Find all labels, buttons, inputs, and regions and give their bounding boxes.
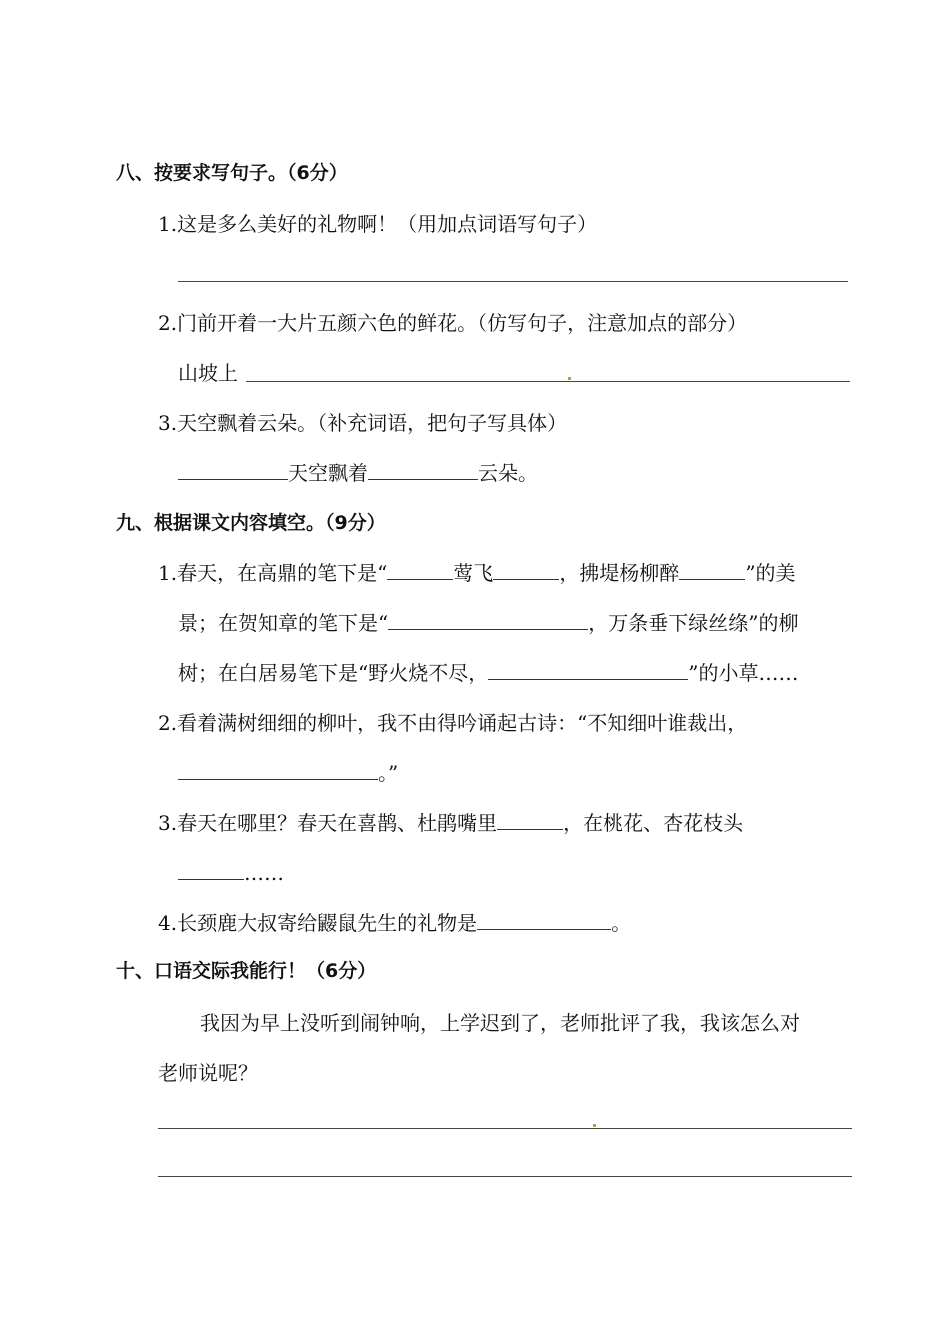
s8-question-1: 1.这是多么美好的礼物啊！（用加点词语写句子） [158, 212, 598, 236]
s9-q1-line-1: 1.春天，在高鼎的笔下是“ 莺飞 ，拂堤杨柳醉 ”的美 [158, 561, 796, 585]
s10-answer-line-1[interactable] [158, 1128, 852, 1129]
blank[interactable] [388, 611, 588, 630]
blank[interactable] [387, 561, 453, 580]
s9-question-4: 4.长颈鹿大叔寄给鼹鼠先生的礼物是 。 [158, 911, 632, 935]
s9-q2-line-2: 。” [178, 760, 398, 786]
blank[interactable] [477, 911, 611, 930]
s9-q3-line-1: 3.春天在哪里？春天在喜鹊、杜鹃嘴里 ，在桃花、杏花枝头 [158, 811, 744, 835]
s8-question-2: 2.门前开着一大片五颜六色的鲜花。（仿写句子，注意加点的部分） [158, 311, 748, 335]
blank[interactable] [679, 561, 745, 580]
stray-dot [568, 377, 571, 380]
blank[interactable] [178, 861, 244, 880]
blank[interactable] [488, 661, 688, 680]
s8-q1-answer-line[interactable] [178, 281, 848, 282]
s10-prompt-line-1: 我因为早上没听到闹钟响，上学迟到了，老师批评了我，我该怎么对 [200, 1011, 800, 1035]
s8-q3-fill-line: 天空飘着 云朵。 [178, 460, 538, 486]
blank[interactable] [493, 561, 559, 580]
blank[interactable] [178, 461, 288, 480]
s9-q3-line-2: …… [178, 860, 284, 886]
s8-q2-prefix: 山坡上 [178, 361, 238, 385]
s10-prompt-line-2: 老师说呢？ [158, 1061, 258, 1085]
section-10-title: 十、口语交际我能行！（6分） [116, 960, 377, 982]
blank[interactable] [178, 761, 378, 780]
section-8-title: 八、按要求写句子。（6分） [116, 162, 348, 184]
s8-question-3: 3.天空飘着云朵。（补充词语，把句子写具体） [158, 411, 568, 435]
s8-q2-answer-line[interactable] [246, 381, 850, 382]
s10-answer-line-2[interactable] [158, 1176, 852, 1177]
blank[interactable] [368, 461, 478, 480]
blank[interactable] [497, 811, 563, 830]
stray-dot [593, 1124, 596, 1127]
s9-q1-line-2: 景；在贺知章的笔下是“ ，万条垂下绿丝绦”的柳 [178, 611, 799, 635]
section-9-title: 九、根据课文内容填空。（9分） [116, 512, 386, 534]
s9-q2-line-1: 2.看着满树细细的柳叶，我不由得吟诵起古诗：“不知细叶谁裁出， [158, 711, 748, 735]
s9-q1-line-3: 树；在白居易笔下是“野火烧不尽， ”的小草…… [178, 661, 799, 685]
